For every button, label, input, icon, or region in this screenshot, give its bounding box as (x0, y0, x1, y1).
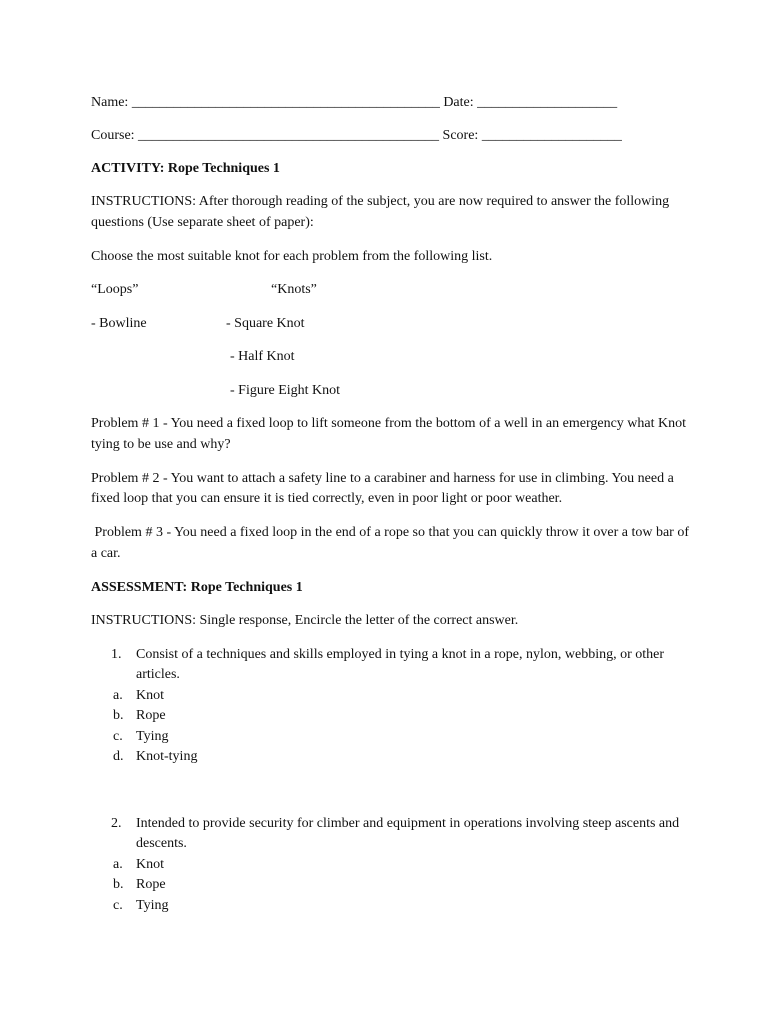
answer-option[interactable] (91, 747, 691, 768)
question-text: Intended to provide security for climber and equipment in operations involving steep ascents and descents. (136, 815, 680, 851)
loop-item: - Bowline (91, 315, 147, 331)
option-text: Knot (136, 856, 164, 872)
option-letter: b. (113, 708, 124, 723)
option-text: Tying (136, 897, 169, 913)
answer-option[interactable] (91, 855, 691, 876)
knot-list-row (91, 347, 691, 367)
option-letter: d. (113, 749, 124, 764)
knot-item: - Square Knot (226, 315, 305, 331)
option-letter: c. (113, 728, 123, 744)
option-text: Rope (136, 877, 166, 892)
course-score-line: Course: ___________________________________________ Score: ____________________ (91, 128, 622, 143)
name-date-line: Name: ____________________________________________ Date: ____________________ (91, 95, 618, 110)
option-letter: c. (113, 897, 123, 913)
knot-list-headers (91, 280, 691, 300)
problem-3: Problem # 3 - You need a fixed loop in the end of a rope so that you can quickly throw it over a tow bar of a car. (91, 525, 693, 561)
knot-item: - Figure Eight Knot (230, 382, 341, 398)
question-number: 1. (111, 646, 122, 662)
activity-instructions: INSTRUCTIONS: After thorough reading of the subject, you are now required to answer the following questions (Use separate sheet of paper): (91, 194, 670, 230)
assessment-instructions: INSTRUCTIONS: Single response, Encircle the letter of the correct answer. (91, 613, 519, 628)
option-text: Tying (136, 728, 169, 744)
question-stem (91, 814, 691, 855)
question-text: Consist of a techniques and skills employed in tying a knot in a rope, nylon, webbing, or other articles. (136, 646, 665, 682)
question-number: 2. (111, 815, 122, 831)
answer-option[interactable] (91, 896, 691, 917)
worksheet-body (91, 93, 691, 916)
activity-prompt: Choose the most suitable knot for each problem from the following list. (91, 248, 493, 264)
answer-option[interactable] (91, 686, 691, 707)
question-1 (91, 645, 691, 768)
knots-header: “Knots” (271, 282, 317, 297)
option-letter: a. (113, 687, 123, 703)
assessment-heading: ASSESSMENT: Rope Techniques 1 (91, 579, 303, 595)
answer-option[interactable] (91, 727, 691, 748)
answer-option[interactable] (91, 875, 691, 896)
answer-option[interactable] (91, 706, 691, 727)
option-letter: b. (113, 877, 124, 892)
option-text: Knot (136, 687, 164, 703)
question-stem (91, 645, 691, 686)
problem-1: Problem # 1 - You need a fixed loop to lift someone from the bottom of a well in an emergency what Knot tying to be use and why? (91, 416, 687, 452)
loops-header: “Loops” (91, 282, 139, 297)
knot-item: - Half Knot (230, 349, 295, 364)
activity-heading: ACTIVITY: Rope Techniques 1 (91, 161, 280, 176)
option-text: Rope (136, 708, 166, 723)
question-2 (91, 814, 691, 917)
option-letter: a. (113, 856, 123, 872)
problem-2: Problem # 2 - You want to attach a safety line to a carabiner and harness for use in climbing. You need a fixed loop that you can ensure it is tied correctly, even in poor light or poor weather. (91, 470, 674, 506)
knot-list-row (91, 314, 691, 334)
knot-list-row (91, 381, 691, 401)
option-text: Knot-tying (136, 749, 198, 764)
